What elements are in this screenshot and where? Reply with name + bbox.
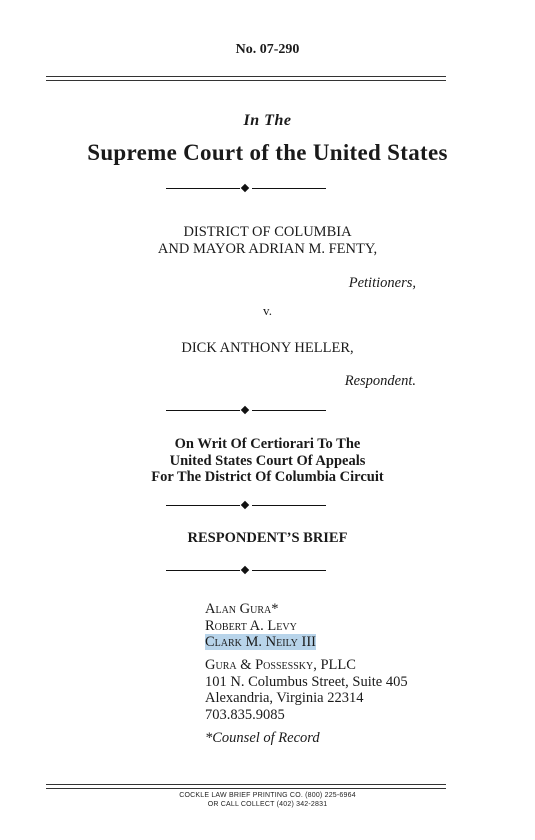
petitioners-block xyxy=(0,224,535,258)
firm-address-2: Alexandria, Virginia 22314 xyxy=(205,690,364,706)
highlighted-counsel-name[interactable]: Clark M. Neily III xyxy=(205,634,317,650)
respondent-role: Respondent. xyxy=(344,373,416,389)
brief-title: RESPONDENT’S BRIEF xyxy=(187,530,348,546)
bottom-double-rule xyxy=(46,784,446,789)
writ-line-2: United States Court Of Appeals xyxy=(169,452,366,469)
versus-label: v. xyxy=(263,303,272,318)
writ-line-1: On Writ Of Certiorari To The xyxy=(174,436,361,452)
respondent-name: DICK ANTHONY HELLER, xyxy=(181,340,354,356)
petitioners-role: Petitioners, xyxy=(348,275,416,291)
ornamental-divider xyxy=(166,565,326,577)
ornamental-divider xyxy=(166,500,326,512)
docket-number: No. 07-290 xyxy=(235,42,300,57)
firm-name: Gura & Possessky, PLLC xyxy=(205,657,356,673)
counsel-names xyxy=(205,601,316,651)
counsel-of-record-note: *Counsel of Record xyxy=(205,730,320,746)
petitioner-line-2: AND MAYOR ADRIAN M. FENTY, xyxy=(157,241,378,257)
firm-block xyxy=(205,657,408,723)
counsel-name: Alan Gura* xyxy=(205,601,279,617)
writ-block xyxy=(0,436,535,486)
firm-phone: 703.835.9085 xyxy=(205,706,285,723)
ornamental-divider xyxy=(166,405,326,417)
counsel-name xyxy=(205,634,316,651)
ornamental-divider xyxy=(166,183,326,195)
printer-notice xyxy=(0,792,535,809)
top-double-rule xyxy=(46,76,446,81)
court-name: Supreme Court of the United States xyxy=(87,140,448,165)
court-prefix: In The xyxy=(243,112,292,129)
firm-address-1: 101 N. Columbus Street, Suite 405 xyxy=(205,673,408,690)
counsel-name: Robert A. Levy xyxy=(205,617,297,634)
printer-line-2: OR CALL COLLECT (402) 342-2831 xyxy=(207,800,328,808)
writ-line-3: For The District Of Columbia Circuit xyxy=(151,469,384,485)
petitioner-line-1: DISTRICT OF COLUMBIA xyxy=(183,224,352,240)
printer-line-1: COCKLE LAW BRIEF PRINTING CO. (800) 225-6964 xyxy=(179,792,356,799)
